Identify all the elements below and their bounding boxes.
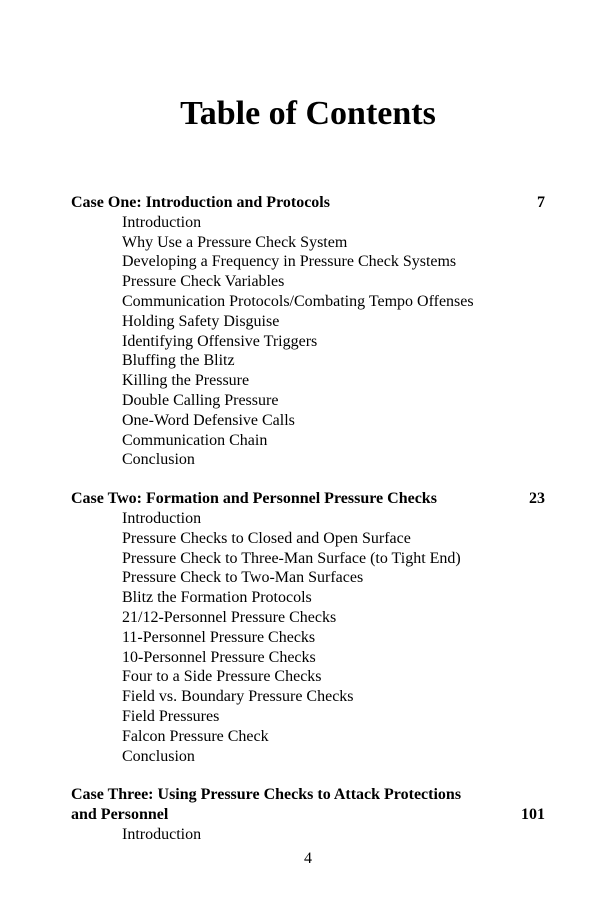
toc-entry[interactable]: Field Pressures <box>122 707 220 725</box>
toc-entry[interactable]: Introduction <box>122 825 202 843</box>
table-of-contents <box>71 193 545 864</box>
toc-entry[interactable]: Killing the Pressure <box>122 372 250 390</box>
toc-case-page-number: 7 <box>537 194 545 211</box>
toc-entry[interactable]: Pressure Check to Three-Man Surface (to Tight End) <box>122 549 461 567</box>
toc-case-heading[interactable] <box>71 193 545 213</box>
toc-entry[interactable]: 21/12-Personnel Pressure Checks <box>122 608 337 626</box>
toc-entry[interactable]: Pressure Check to Two-Man Surfaces <box>122 569 364 587</box>
toc-case-page-number: 101 <box>521 806 545 824</box>
toc-case-title: Case One: Introduction and Protocols <box>71 194 330 211</box>
toc-entry[interactable]: Four to a Side Pressure Checks <box>122 668 322 686</box>
toc-case-section <box>71 193 545 470</box>
toc-case-heading[interactable] <box>71 489 545 509</box>
toc-entry[interactable]: Introduction <box>122 213 202 231</box>
toc-entry[interactable]: Identifying Offensive Triggers <box>122 332 318 350</box>
toc-entry-list <box>71 509 545 766</box>
toc-entry[interactable]: 11-Personnel Pressure Checks <box>122 628 316 646</box>
toc-case-page-number: 23 <box>529 490 545 508</box>
toc-entry[interactable]: Blitz the Formation Protocols <box>122 589 312 607</box>
toc-entry[interactable]: One-Word Defensive Calls <box>122 411 295 429</box>
page-title: Table of Contents <box>180 95 436 132</box>
toc-entry[interactable]: Double Calling Pressure <box>122 391 279 409</box>
toc-entry[interactable]: Communication Chain <box>122 431 268 449</box>
toc-case-heading[interactable] <box>71 805 545 825</box>
toc-case-section <box>71 489 545 766</box>
toc-entry-list <box>71 825 545 845</box>
toc-case-title: and Personnel <box>71 806 169 824</box>
toc-entry[interactable]: Bluffing the Blitz <box>122 352 235 370</box>
toc-entry[interactable]: Pressure Check Variables <box>122 273 285 291</box>
toc-entry-list <box>71 213 545 470</box>
toc-case-section <box>71 785 545 844</box>
toc-entry[interactable]: Pressure Checks to Closed and Open Surface <box>122 529 411 547</box>
toc-case-heading[interactable] <box>71 785 545 805</box>
toc-entry[interactable]: Conclusion <box>122 747 195 765</box>
toc-entry[interactable]: Falcon Pressure Check <box>122 727 269 745</box>
toc-entry[interactable]: Developing a Frequency in Pressure Check Systems <box>122 253 457 271</box>
toc-case-title: Case Three: Using Pressure Checks to Attack Protections <box>71 786 462 804</box>
toc-entry[interactable]: Field vs. Boundary Pressure Checks <box>122 688 354 706</box>
toc-entry[interactable]: Introduction <box>122 509 202 527</box>
toc-entry[interactable]: Why Use a Pressure Check System <box>122 233 348 251</box>
toc-entry[interactable]: Conclusion <box>122 451 195 469</box>
toc-entry[interactable]: Communication Protocols/Combating Tempo Offenses <box>122 292 474 310</box>
page-number: 4 <box>304 850 312 867</box>
toc-case-title: Case Two: Formation and Personnel Pressure Checks <box>71 490 437 508</box>
toc-entry[interactable]: Holding Safety Disguise <box>122 312 280 330</box>
toc-entry[interactable]: 10-Personnel Pressure Checks <box>122 648 316 666</box>
